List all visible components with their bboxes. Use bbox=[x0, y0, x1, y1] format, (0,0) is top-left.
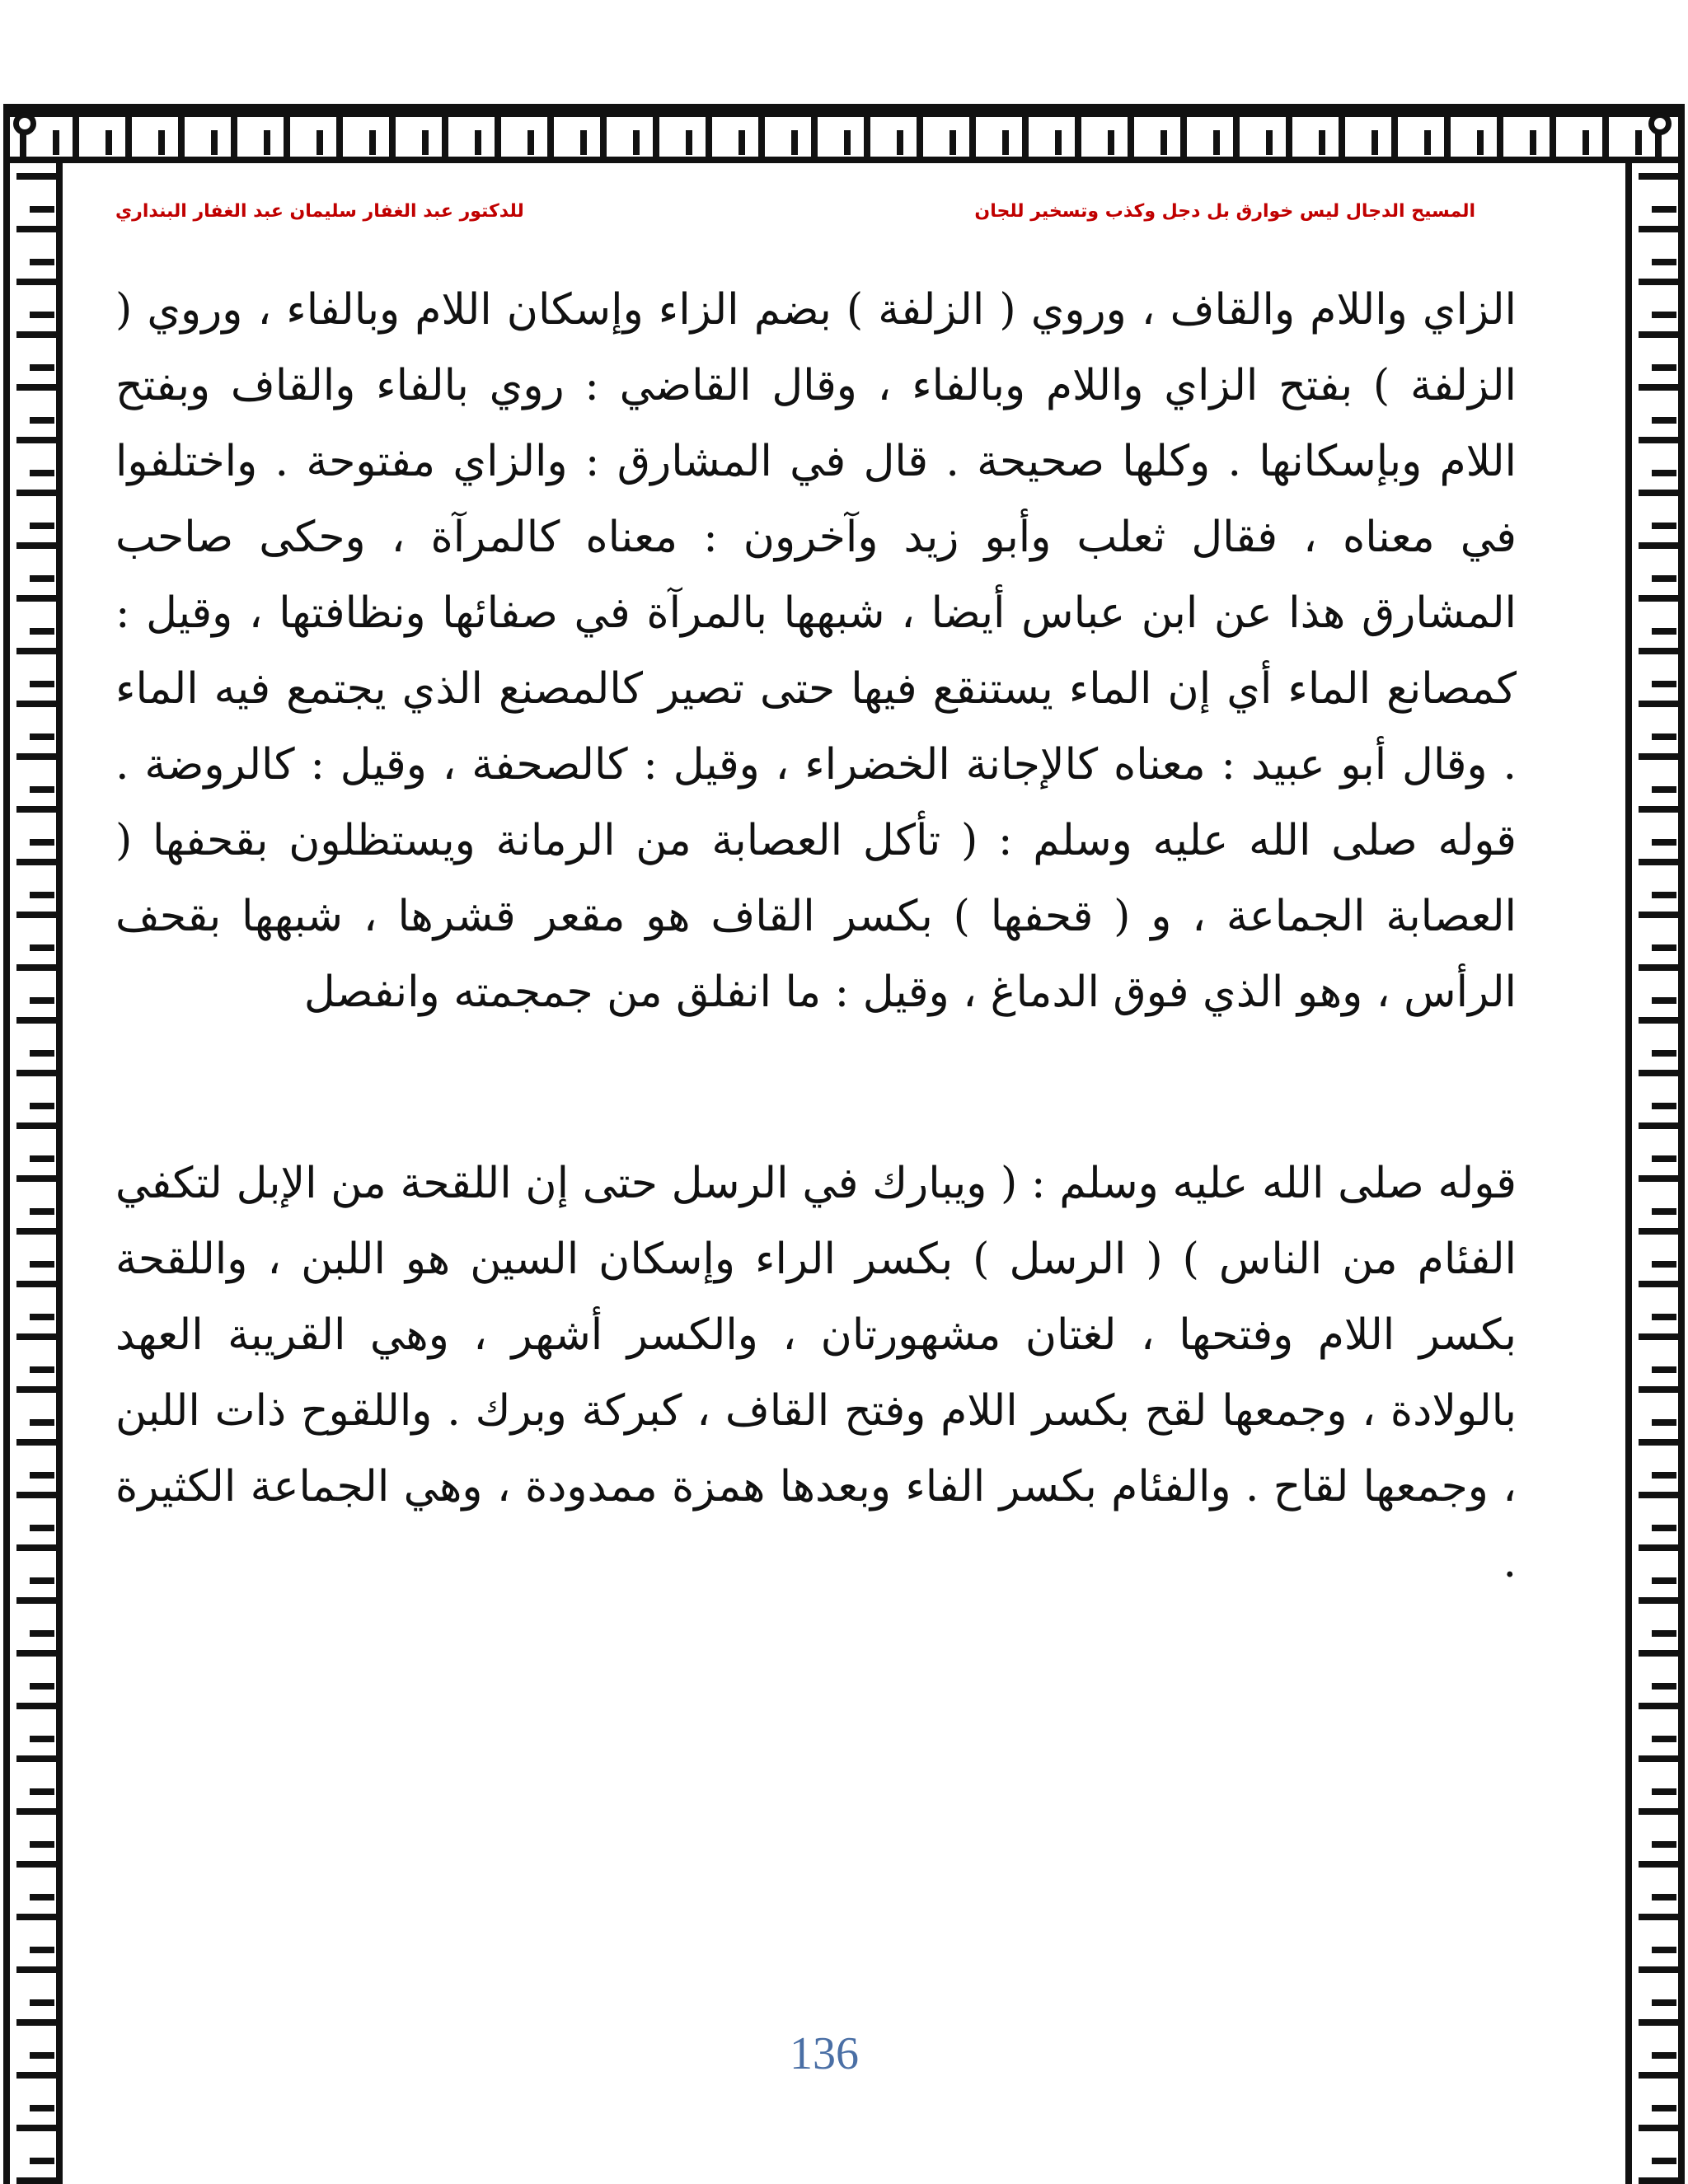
paragraph: قوله صلى الله عليه وسلم : ( ويبارك في الرسل حتى إن اللقحة من الإبل لتكفي الفئام من الناس ) ( الرسل ) بكسر الراء وإسكان السين هو اللبن ، واللقحة بكسر اللام وفتحها ، لغتان مشهورتان ، والكسر أشهر ، وهي القريبة العهد بالولادة ، وجمعها لقح بكسر اللام وفتح القاف ، كبركة وبرك . واللقوح ذات اللبن ، وجمعها لقاح . والفئام بكسر الفاء وبعدها همزة ممدودة ، وهي الجماعة الكثيرة . bbox=[115, 1159, 1517, 1587]
page-number: 136 bbox=[790, 2028, 859, 2079]
paragraph: الزاي واللام والقاف ، وروي ( الزلفة ) بضم الزاء وإسكان اللام وبالفاء ، وروي ( الزلفة ) بفتح الزاي واللام وبالفاء ، وقال القاضي : روي بالفاء والقاف وبفتح اللام وبإسكانها . وكلها صحيحة . قال في المشارق : والزاي مفتوحة . واختلفوا في معناه ، فقال ثعلب وأبو زيد وآخرون : معناه كالمرآة ، وحكى صاحب المشارق هذا عن ابن عباس أيضا ، شبهها بالمرآة في صفائها ونظافتها ، وقيل : كمصانع الماء أي إن الماء يستنقع فيها حتى تصير كالمصنع الذي يجتمع فيه الماء . وقال أبو عبيد : معناه كالإجانة الخضراء ، وقيل : كالصحفة ، وقيل : كالروضة . قوله صلى الله عليه وسلم : ( تأكل العصابة من الرمانة ويستظلون بقحفها ( العصابة الجماعة ، و ( قحفها ) بكسر القاف هو مقعر قشرها ، شبهها بقحف الرأس ، وهو الذي فوق الدماغ ، وقيل : ما انفلق من جمجمته وانفصل bbox=[115, 285, 1517, 1017]
decorative-border-top bbox=[3, 104, 1685, 163]
page-body bbox=[115, 272, 1517, 1601]
book-title: المسيح الدجال ليس خوارق بل دجل وكذب وتسخير للجان bbox=[974, 201, 1475, 222]
corner-ornament-left-icon bbox=[13, 112, 36, 135]
paragraph-spacer bbox=[115, 1030, 1517, 1146]
corner-ornament-right-icon bbox=[1648, 112, 1672, 135]
decorative-border-right bbox=[1625, 163, 1685, 2184]
decorative-border-left bbox=[3, 163, 63, 2184]
running-header bbox=[115, 201, 1475, 242]
author-name: للدكتور عبد الغفار سليمان عبد الغفار البنداري bbox=[115, 201, 524, 222]
